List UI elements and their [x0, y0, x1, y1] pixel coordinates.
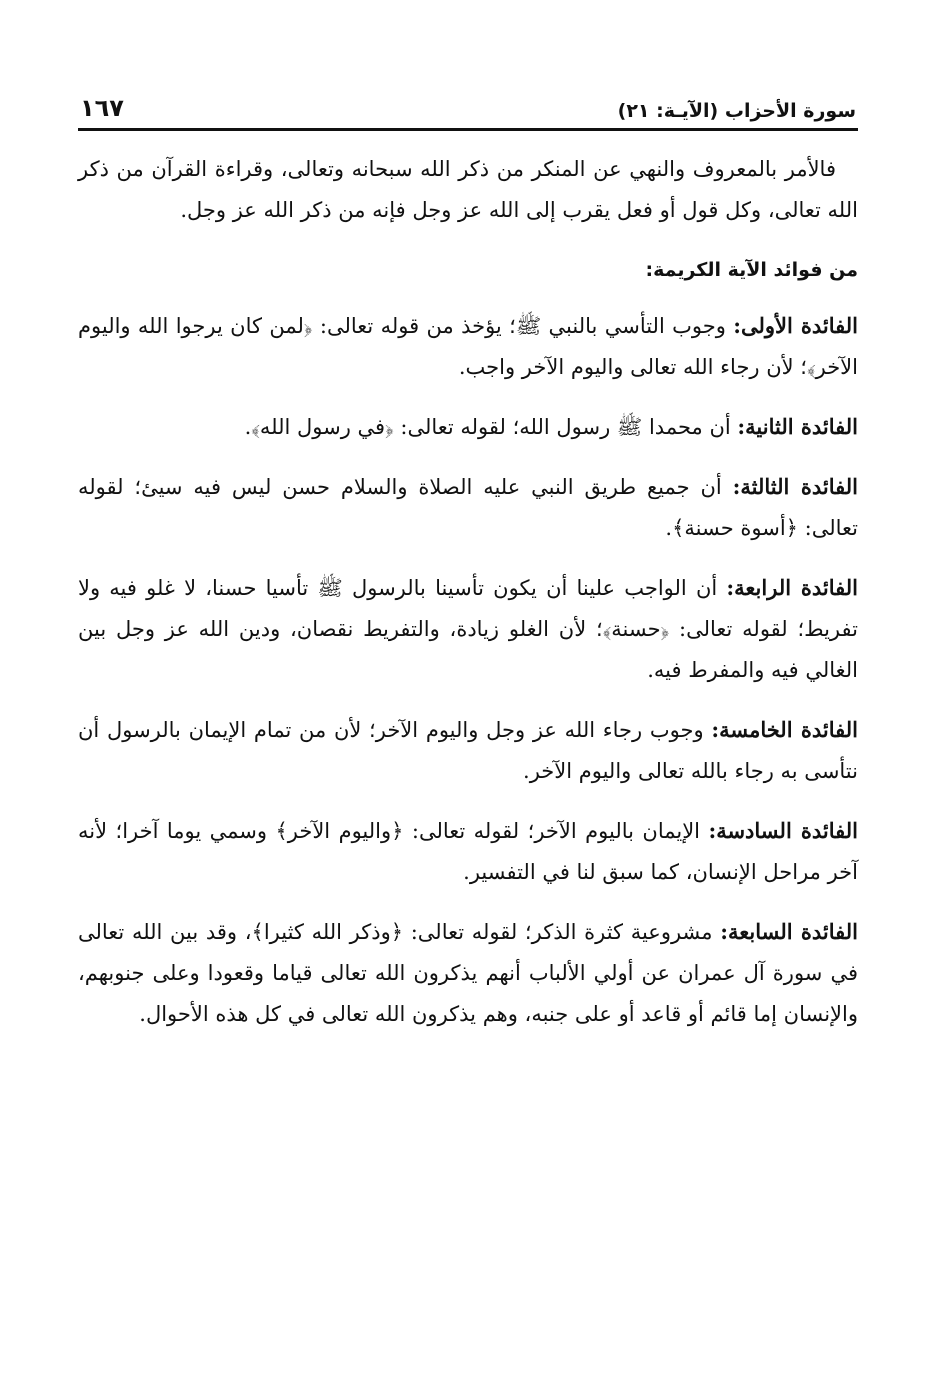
- benefit-text: أن جميع طريق النبي عليه الصلاة والسلام حسن ليس فيه سيئ؛ لقوله تعالى: ﴿أسوة حسنة﴾.: [78, 475, 858, 540]
- benefit-5: [78, 709, 858, 792]
- benefit-text: مشروعية كثرة الذكر؛ لقوله تعالى: ﴿وذكر الله كثيرا﴾، وقد بين الله تعالى في سورة آل عمران عن أولي الألباب أنهم يذكرون الله تعالى قياما وقعودا وعلى جنوبهم، والإنسان إما قائم أو قاعد أو على جنبه، وهم يذكرون الله تعالى في كل هذه الأحوال.: [78, 920, 858, 1026]
- benefit-label: الفائدة الثالثة:: [732, 474, 858, 499]
- intro-paragraph: فالأمر بالمعروف والنهي عن المنكر من ذكر الله سبحانه وتعالى، وقراءة القرآن من ذكر الله تعالى، وكل قول أو فعل يقرب إلى الله عز وجل فإنه من ذكر الله عز وجل.: [78, 157, 858, 222]
- benefit-label: الفائدة السابعة:: [720, 919, 858, 944]
- benefit-6: [78, 810, 858, 893]
- benefit-label: الفائدة الأولى:: [733, 313, 858, 338]
- page-content: [78, 149, 858, 1035]
- page-header: [78, 86, 858, 131]
- benefit-text: أن محمدا ﷺ رسول الله؛ لقوله تعالى: ﴿في رسول الله﴾.: [244, 415, 731, 439]
- benefit-7: [78, 911, 858, 1035]
- page-number: ١٦٧: [80, 94, 124, 122]
- benefit-text: وجوب رجاء الله عز وجل واليوم الآخر؛ لأن من تمام الإيمان بالرسول أن نتأسى به رجاء بالله تعالى واليوم الآخر.: [78, 718, 858, 783]
- benefit-label: الفائدة السادسة:: [708, 818, 858, 843]
- book-page: [78, 86, 858, 1053]
- benefit-text: أن الواجب علينا أن يكون تأسينا بالرسول ﷺ تأسيا حسنا، لا غلو فيه ولا تفريط؛ لقوله تعالى: ﴿حسنة﴾؛ لأن الغلو زيادة، والتفريط نقصان، ودين الله عز وجل بين الغالي فيه والمفرط فيه.: [78, 576, 858, 682]
- section-heading: من فوائد الآية الكريمة:: [645, 259, 858, 281]
- benefit-label: الفائدة الرابعة:: [726, 575, 858, 600]
- benefit-label: الفائدة الخامسة:: [711, 717, 859, 742]
- benefit-text: الإيمان باليوم الآخر؛ لقوله تعالى: ﴿واليوم الآخر﴾ وسمي يوما آخرا؛ لأنه آخر مراحل الإنسان، كما سبق لنا في التفسير.: [78, 819, 858, 884]
- benefit-label: الفائدة الثانية:: [737, 414, 858, 439]
- benefit-2: [78, 406, 858, 448]
- benefit-1: [78, 305, 858, 388]
- surah-title: سورة الأحزاب (الآيـة: ٢١): [617, 100, 856, 122]
- benefit-4: [78, 567, 858, 691]
- benefit-3: [78, 466, 858, 549]
- benefit-text: وجوب التأسي بالنبي ﷺ؛ يؤخذ من قوله تعالى: ﴿لمن كان يرجوا الله واليوم الآخر﴾؛ لأن رجاء الله تعالى واليوم الآخر واجب.: [78, 314, 858, 379]
